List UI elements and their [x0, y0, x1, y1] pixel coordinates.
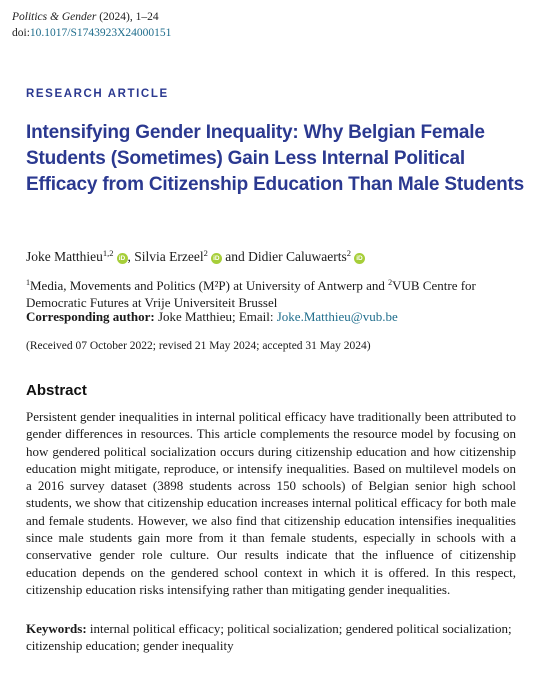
keywords-label: Keywords:: [26, 621, 87, 636]
corresponding-label: Corresponding author:: [26, 309, 155, 324]
author-name[interactable]: Didier Caluwaerts: [248, 249, 347, 264]
received-dates: (Received 07 October 2022; revised 21 May 2024; accepted 31 May 2024): [26, 340, 371, 352]
doi-prefix: doi:: [12, 27, 30, 39]
orcid-icon[interactable]: iD: [117, 253, 128, 264]
doi-link[interactable]: 10.1017/S1743923X24000151: [29, 27, 172, 39]
affiliations: [26, 274, 526, 311]
author-name[interactable]: Silvia Erzeel: [134, 249, 204, 264]
abstract-text: Persistent gender inequalities in internal political efficacy have traditionally been attributed to gender differences in resources. This article complements the resource model by focusing on how gendered political socialization occurs during citizenship education and how citizenship education might mitigate, reproduce, or intensify inequalities. Based on multilevel models on a 2016 survey dataset (3898 students across 150 schools) of Belgian senior high school students, we show that citizenship education increases internal political efficacy for both male and female students. However, we also find that citizenship education intensifies inequalities since male students gain more from it than female students, especially in schools with a conservative gender role culture. Our results indicate that the influence of citizenship education depends on the gendered school context in which it is offered. In this respect, citizenship education risks intensifying rather than mitigating gender inequalities.: [26, 409, 516, 597]
journal-name: Politics & Gender: [12, 11, 97, 23]
corresponding-author: [26, 308, 398, 325]
affil-sup: 1: [26, 278, 30, 287]
orcid-icon[interactable]: iD: [354, 253, 365, 264]
author-list: [26, 244, 365, 266]
author-affil-sup: 2: [346, 248, 351, 258]
keywords: [26, 620, 516, 654]
corresponding-text: Joke Matthieu; Email:: [154, 309, 277, 324]
article-title: Intensifying Gender Inequality: Why Belgian Female Students (Sometimes) Gain Less Internal Political Efficacy from Citizenship Education Than Male Students: [26, 122, 525, 195]
affil-sup: 2: [388, 278, 393, 287]
affil-text: Media, Movements and Politics (M²P) at University of Antwerp and: [30, 278, 389, 293]
author-name[interactable]: Joke Matthieu: [26, 249, 103, 264]
author-separator: and: [221, 249, 249, 264]
email-link[interactable]: Joke.Matthieu@vub.be: [276, 309, 398, 324]
orcid-icon[interactable]: iD: [211, 253, 222, 264]
doi-line: [12, 27, 171, 39]
journal-citation: [12, 10, 159, 25]
abstract-heading: Abstract: [26, 382, 87, 399]
keywords-text: internal political efficacy; political socialization; gendered political socialization; citizenship education; gender inequality: [26, 621, 512, 653]
affil-text: VUB Centre for Democratic Futures at Vrije Universiteit Brussel: [26, 278, 476, 310]
author-affil-sup: 2: [203, 248, 208, 258]
author-affil-sup: 1,2: [102, 248, 114, 258]
author-separator: ,: [127, 249, 135, 264]
article-type: RESEARCH ARTICLE: [26, 88, 169, 100]
journal-year-pages: (2024), 1–24: [96, 11, 159, 23]
